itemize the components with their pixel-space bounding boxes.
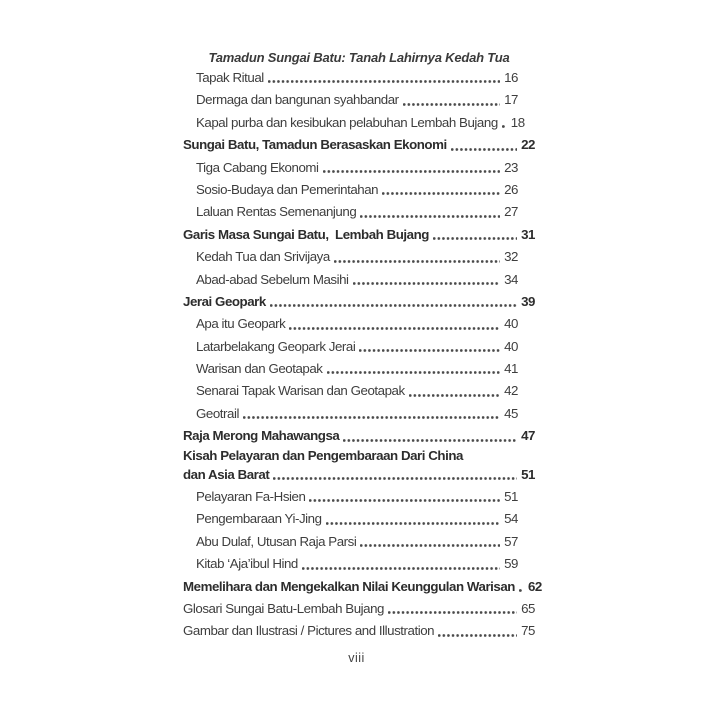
toc-entry-label: Geotrail (196, 405, 239, 421)
dot-leader (360, 531, 500, 553)
toc-entry-label: Gambar dan Ilustrasi / Pictures and Illustration (183, 623, 435, 639)
dot-leader (502, 112, 507, 134)
toc-entry-page-number: 23 (504, 159, 518, 175)
toc-entry (183, 134, 535, 156)
toc-entry-label: Kisah Pelayaran dan Pengembaraan Dari China (183, 447, 463, 463)
toc-entry-page-number: 75 (521, 623, 535, 639)
dot-leader (302, 553, 500, 575)
toc-entry-page-number: 45 (504, 405, 518, 421)
toc-entry-label: Warisan dan Geotapak (196, 361, 323, 377)
toc-entry (183, 89, 535, 111)
toc-entry (183, 201, 535, 223)
toc-entry-page-number: 16 (504, 70, 518, 85)
toc-entry-page-number: 59 (504, 556, 518, 572)
toc-entry (183, 486, 535, 508)
dot-leader (268, 67, 500, 89)
toc-entry (183, 313, 535, 335)
toc-entry-page-number: 40 (504, 338, 518, 354)
dot-leader (360, 201, 500, 223)
dot-leader (403, 89, 500, 111)
toc-entry-page-number: 51 (521, 466, 535, 482)
dot-leader (359, 336, 500, 358)
toc-entry (183, 336, 535, 358)
dot-leader (289, 313, 500, 335)
toc-entry-page-number: 40 (504, 316, 518, 332)
dot-leader (343, 425, 517, 447)
dot-leader (388, 598, 517, 620)
toc-entry (183, 246, 535, 268)
toc-entry (183, 358, 535, 380)
toc-entry-page-number: 62 (527, 578, 542, 594)
toc-entry-label: Garis Masa Sungai Batu, Lembah Bujang (183, 226, 429, 242)
toc-entry-page-number: 51 (504, 489, 518, 505)
toc-entry (183, 576, 542, 598)
toc-entry-label: Pelayaran Fa-Hsien (196, 489, 306, 505)
toc-entry (183, 598, 535, 620)
toc-entry-label: Kapal purba dan kesibukan pelabuhan Lembah Bujang (196, 114, 498, 130)
toc-entry-label: Tapak Ritual (196, 70, 264, 85)
dot-leader (270, 291, 517, 313)
toc-entry (183, 553, 535, 575)
toc-entry-page-number: 42 (504, 383, 518, 399)
dot-leader (334, 246, 500, 268)
toc-entry (183, 508, 535, 530)
toc-entry (183, 380, 535, 402)
toc-entry-label: Pengembaraan Yi-Jing (196, 511, 322, 527)
toc-entry-line1 (183, 448, 535, 464)
toc-entry-label: Senarai Tapak Warisan dan Geotapak (196, 383, 405, 399)
toc-entry-page-number: 54 (504, 511, 518, 527)
toc-entry-label: Tiga Cabang Ekonomi (196, 159, 319, 175)
toc-entry-page-number: 47 (521, 428, 535, 444)
dot-leader (451, 134, 517, 156)
table-of-contents (183, 67, 542, 643)
toc-entry-page-number: 65 (521, 600, 535, 616)
toc-entry-label: Kedah Tua dan Srivijaya (196, 249, 330, 265)
dot-leader (273, 464, 517, 486)
dot-leader (519, 576, 524, 598)
dot-leader (433, 224, 517, 246)
toc-entry-label: Apa itu Geopark (196, 316, 286, 332)
toc-entry-label: Latarbelakang Geopark Jerai (196, 338, 356, 354)
dot-leader (409, 380, 500, 402)
dot-leader (326, 508, 501, 530)
toc-entry-page-number: 57 (504, 533, 518, 549)
dot-leader (327, 358, 501, 380)
toc-entry (183, 269, 535, 291)
toc-entry (183, 448, 535, 486)
toc-entry (183, 403, 535, 425)
toc-entry-label: Abad-abad Sebelum Masihi (196, 271, 349, 287)
toc-entry-line2 (183, 464, 535, 486)
toc-entry (183, 112, 535, 134)
toc-entry-label: Glosari Sungai Batu-Lembah Bujang (183, 600, 384, 616)
dot-leader (243, 403, 500, 425)
dot-leader (438, 620, 517, 642)
toc-entry-page-number: 39 (521, 293, 535, 309)
toc-entry (183, 291, 535, 313)
dot-leader (382, 179, 500, 201)
toc-entry (183, 179, 535, 201)
toc-entry-label: Sosio-Budaya dan Pemerintahan (196, 181, 379, 197)
dot-leader (353, 269, 501, 291)
toc-entry-label: Memelihara dan Mengekalkan Nilai Keunggulan Warisan (183, 578, 515, 594)
dot-leader (323, 157, 501, 179)
toc-entry (183, 531, 535, 553)
toc-entry (183, 620, 535, 642)
toc-entry-page-number: 27 (504, 204, 518, 220)
toc-entry-page-number: 31 (521, 226, 535, 242)
toc-entry (183, 425, 535, 447)
toc-entry-page-number: 18 (510, 114, 525, 130)
toc-entry-label: Kitab ‘Aja’ibul Hind (196, 556, 298, 572)
dot-leader (309, 486, 500, 508)
toc-entry-page-number: 41 (504, 361, 518, 377)
toc-entry-label: Raja Merong Mahawangsa (183, 428, 340, 444)
toc-entry-label: Sungai Batu, Tamadun Berasaskan Ekonomi (183, 137, 447, 153)
toc-entry (183, 67, 535, 89)
toc-entry-label: Dermaga dan bangunan syahbandar (196, 92, 399, 108)
toc-entry-page-number: 34 (504, 271, 518, 287)
toc-entry-page-number: 32 (504, 249, 518, 265)
toc-entry-label: Jerai Geopark (183, 293, 266, 309)
toc-entry-page-number: 22 (521, 137, 535, 153)
toc-entry-page-number: 26 (504, 181, 518, 197)
running-header: Tamadun Sungai Batu: Tanah Lahirnya Kedah Tua (208, 50, 510, 65)
toc-entry-label-continued: dan Asia Barat (183, 466, 270, 482)
toc-entry-label: Laluan Rentas Semenanjung (196, 204, 357, 220)
page-number-folio: viii (348, 651, 365, 665)
toc-entry-label: Abu Dulaf, Utusan Raja Parsi (196, 533, 357, 549)
toc-entry (183, 224, 535, 246)
toc-entry (183, 157, 535, 179)
toc-entry-page-number: 17 (504, 92, 518, 108)
